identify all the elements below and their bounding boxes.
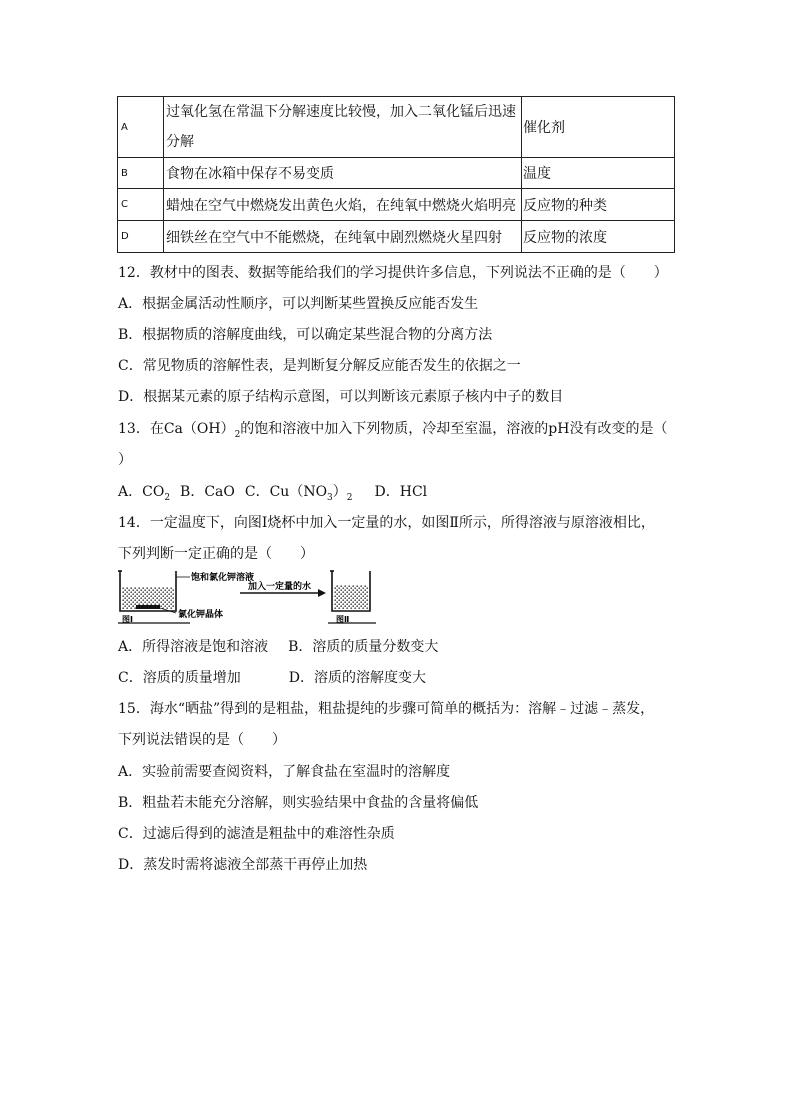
q13-stem-text: 的饱和溶液中加入下列物质，冷却至室温，溶液的pH没有改变的是（: [240, 421, 668, 437]
q14-option-a: A．所得溶液是饱和溶液: [118, 639, 269, 655]
q12-option-d: D．根据某元素的原子结构示意图，可以判断该元素原子核内中子的数目: [118, 389, 564, 405]
row-description: 过氧化氢在常温下分解速度比较慢，加入二氧化锰后迅速分解: [164, 97, 522, 158]
q14-option-c: C．溶质的质量增加: [118, 670, 241, 686]
row-description: 细铁丝在空气中不能燃烧，在纯氧中剧烈燃烧火星四射: [164, 221, 522, 253]
q14-stem: 14．一定温度下，向图Ⅰ烧杯中加入一定量的水，如图Ⅱ所示，所得溶液与原溶液相比，: [118, 515, 655, 531]
row-factor: 反应物的浓度: [522, 221, 675, 253]
q12-stem: 12．教材中的图表、数据等能给我们的学习提供许多信息，下列说法不正确的是（ ）: [118, 265, 668, 281]
crystal-deposit: [136, 605, 160, 609]
q13-options: [118, 481, 427, 503]
options-table: [117, 96, 675, 253]
table-row: [118, 158, 675, 189]
table-row: [118, 189, 675, 221]
label-crystal: 氯化钾晶体: [178, 610, 224, 620]
q14-stem-line2: 下列判断一定正确的是（ ）: [118, 546, 314, 562]
option-text: A．CO: [118, 484, 165, 500]
row-factor: 催化剂: [522, 97, 675, 158]
q13-stem: [118, 418, 667, 440]
q14-option-d: D．溶质的溶解度变大: [288, 670, 426, 686]
subscript: 2: [164, 492, 171, 503]
solution-fill: [334, 585, 368, 609]
option-text: C．Cu（NO: [244, 484, 328, 500]
row-key: B: [118, 158, 164, 189]
label-saturated-solution: 饱和氯化钾溶液: [191, 573, 255, 583]
q13-option-a: [118, 484, 171, 503]
q15-stem: 15．海水“晒盐”得到的是粗盐，粗盐提纯的步骤可简单的概括为：溶解﹣过滤﹣蒸发，: [118, 701, 655, 717]
q13-stem-text: 13．在Ca（OH）: [118, 421, 235, 437]
q12-option-a: A．根据金属活动性顺序，可以判断某些置换反应能否发生: [118, 296, 479, 312]
row-key: D: [118, 221, 164, 253]
q15-option-a: A．实验前需要查阅资料，了解食盐在室温时的溶解度: [118, 764, 451, 780]
q15-option-d: D．蒸发时需将滤液全部蒸干再停止加热: [118, 857, 368, 873]
table-row: [118, 221, 675, 253]
q13-option-d: D．HCl: [374, 484, 428, 500]
row-factor: 反应物的种类: [522, 189, 675, 221]
q14-option-b: B．溶质的质量分数变大: [288, 639, 439, 655]
q13-option-b: B．CaO: [180, 484, 235, 500]
beaker-figure: [118, 567, 376, 625]
beaker-one: [118, 571, 176, 611]
q13-option-c: [244, 484, 353, 503]
q14-options-row2: [118, 667, 426, 687]
row-key: C: [118, 189, 164, 221]
q12-option-c: C．常见物质的溶解性表，是判断复分解反应能否发生的依据之一: [118, 358, 521, 374]
row-key: A: [118, 97, 164, 158]
beaker-two: [330, 571, 370, 611]
subscript: 2: [346, 492, 353, 503]
label-add-water: 加入一定量的水: [248, 582, 312, 592]
q13-stem-line2: ）: [118, 452, 132, 468]
option-text: ）: [332, 484, 347, 500]
row-factor: 温度: [522, 158, 675, 189]
q12-option-b: B．根据物质的溶解度曲线，可以确定某些混合物的分离方法: [118, 327, 493, 343]
q15-stem-line2: 下列说法错误的是（ ）: [118, 732, 286, 748]
label-figure-two: 图Ⅱ: [336, 615, 350, 624]
arrow-head: [318, 589, 326, 597]
label-figure-one: 图Ⅰ: [122, 615, 133, 624]
subscript: 2: [234, 429, 241, 440]
row-description: 食物在冰箱中保存不易变质: [164, 158, 522, 189]
table-row: [118, 97, 675, 158]
subscript: 3: [327, 492, 333, 503]
q15-option-c: C．过滤后得到的滤渣是粗盐中的难溶性杂质: [118, 826, 395, 842]
row-description: 蜡烛在空气中燃烧发出黄色火焰，在纯氧中燃烧火焰明亮: [164, 189, 522, 221]
q15-option-b: B．粗盐若未能充分溶解，则实验结果中食盐的含量将偏低: [118, 795, 479, 811]
q14-options-row1: [118, 636, 438, 656]
